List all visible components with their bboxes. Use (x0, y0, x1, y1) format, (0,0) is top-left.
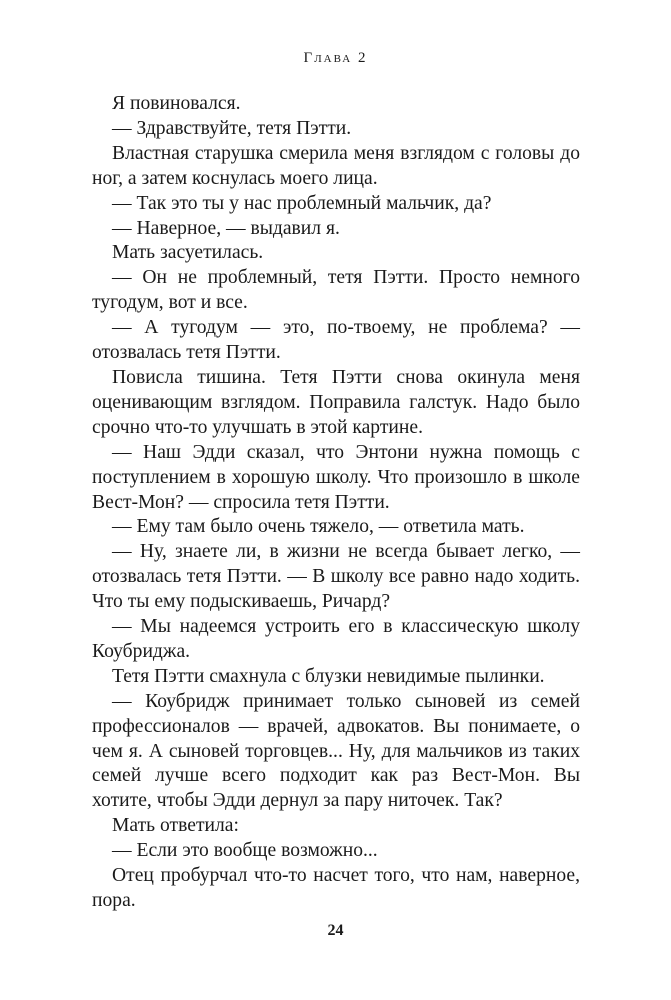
paragraph: — Он не проблемный, тетя Пэтти. Просто немного тугодум, вот и все. (92, 267, 580, 314)
page-number: 24 (327, 922, 344, 939)
paragraph: Мать ответила: (112, 815, 239, 837)
paragraph: — Мы надеемся устроить его в классическую школу Коубриджа. (92, 616, 580, 662)
paragraph: Властная старушка смерила меня взглядом с головы до ног, а затем коснулась моего лица. (92, 142, 580, 189)
paragraph: — Наш Эдди сказал, что Энтони нужна помощь с поступлением в хорошую школу. Что произошло в школе Вест-Мон? — спросила тетя Пэтти. (92, 441, 580, 513)
paragraph: Повисла тишина. Тетя Пэтти снова окинула меня оценивающим взглядом. Поправила галстук. Надо было срочно что-то улучшать в этой картине. (92, 366, 580, 438)
paragraph: — Коубридж принимает только сыновей из семей профессионалов — врачей, адвокатов. Вы понимаете, о чем я. А сыновей торговцев... Ну, для мальчиков из таких семей лучше всего подходит как раз Вест-Мон. Вы хотите, чтобы Эдди дернул за пару ниточек. Так? (92, 690, 580, 812)
paragraph: Тетя Пэтти смахнула с блузки невидимые пылинки. (112, 665, 545, 687)
paragraph: — Ну, знаете ли, в жизни не всегда бывает легко, — отозвалась тетя Пэтти. — В школу все равно надо ходить. Что ты ему подыскиваешь, Ричард? (92, 541, 580, 613)
body-text (92, 92, 580, 914)
paragraph: — Так это ты у нас проблемный мальчик, да? (112, 192, 492, 214)
paragraph: — Здравствуйте, тетя Пэтти. (112, 117, 352, 139)
paragraph: — Если это вообще возможно... (112, 840, 378, 862)
paragraph: Мать засуетилась. (112, 242, 264, 264)
chapter-header: Глава 2 (303, 50, 368, 66)
paragraph: — А тугодум — это, по-твоему, не проблема? — отозвалась тетя Пэтти. (92, 317, 580, 364)
paragraph: — Ему там было очень тяжело, — ответила мать. (112, 516, 525, 538)
paragraph: Отец пробурчал что-то насчет того, что нам, наверное, пора. (92, 865, 580, 911)
paragraph: — Наверное, — выдавил я. (112, 217, 340, 239)
paragraph: Я повиновался. (112, 93, 241, 114)
